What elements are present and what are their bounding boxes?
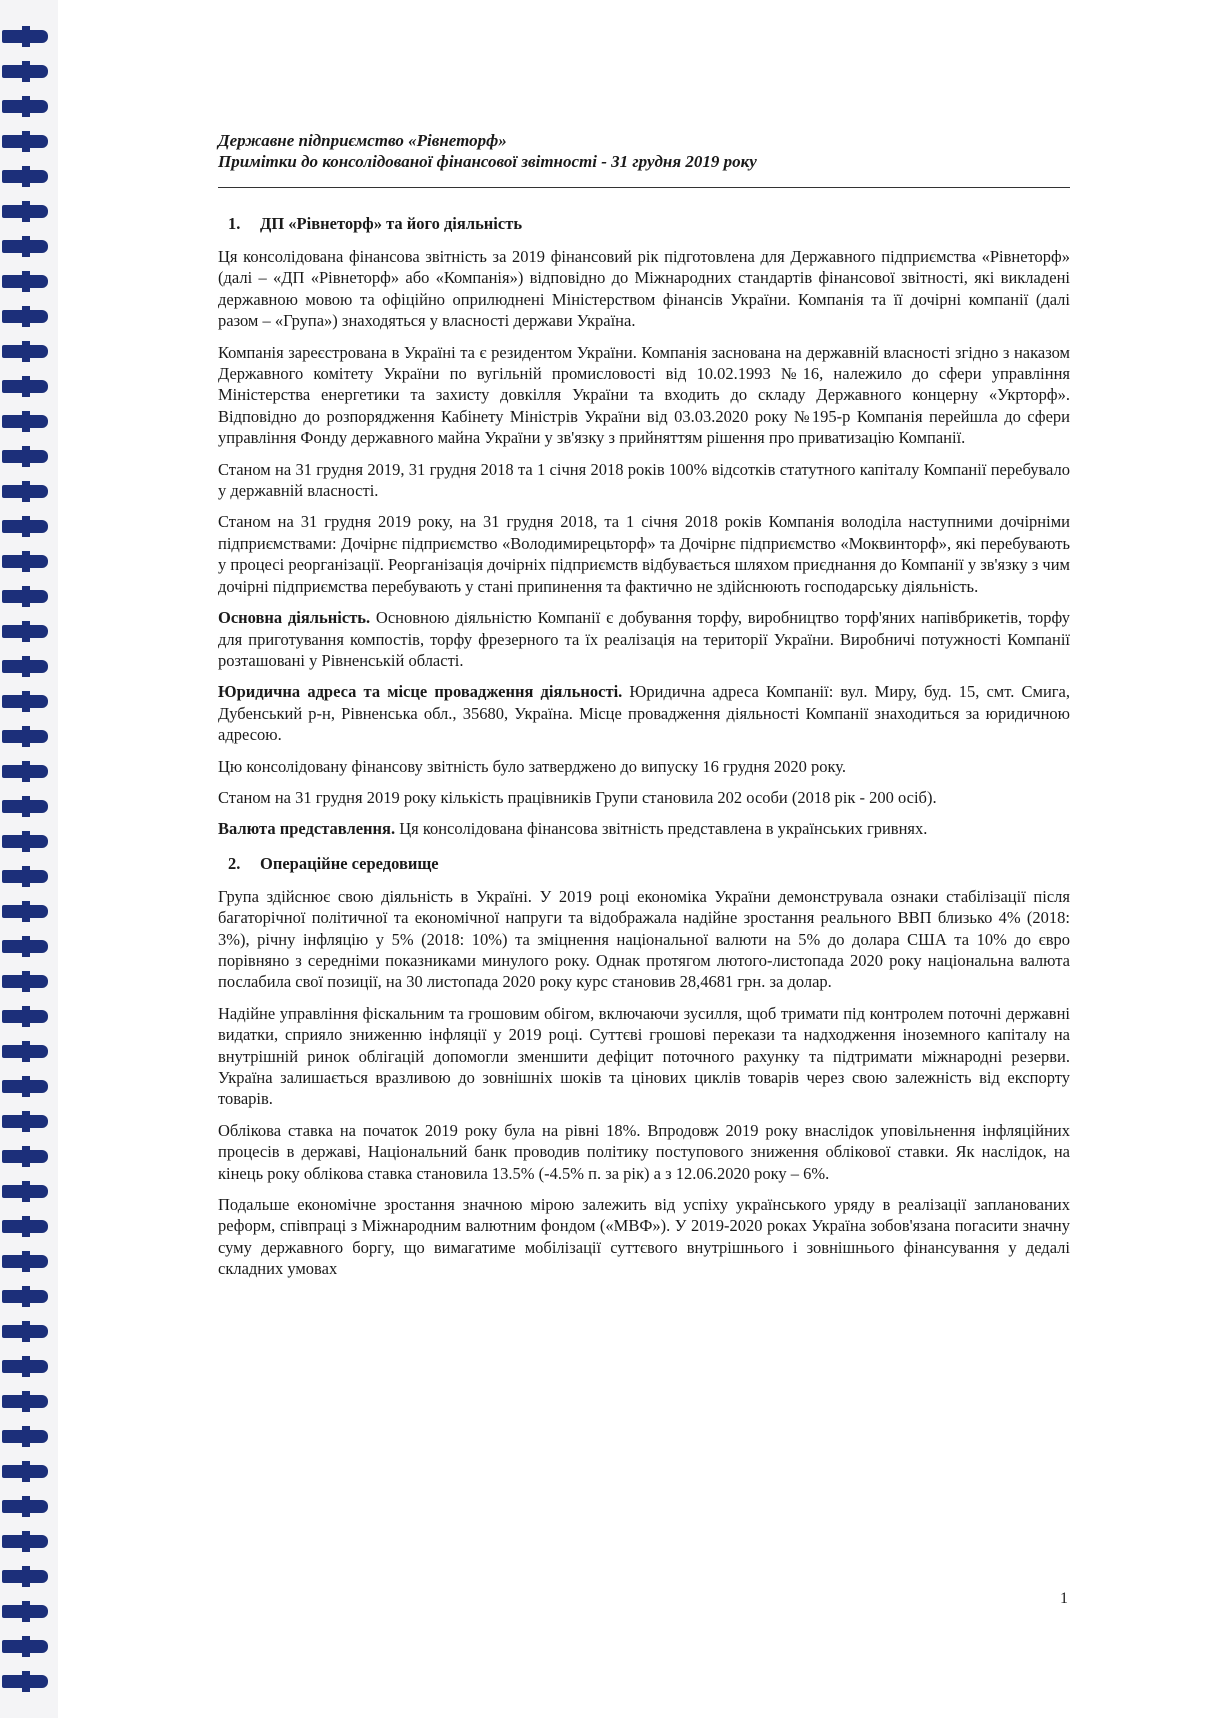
paragraph-text: Юридична адреса Компанії: вул. Миру, буд. 15, смт. Смига, Дубенський р-н, Рівненська обл., 35680, Україна. Місце провадження діяльності Компанії знаходиться за юридичною адресою. [218, 682, 1070, 745]
section-1-heading [228, 214, 1070, 234]
binding-ring [2, 170, 48, 183]
paragraph [218, 681, 1070, 745]
binding-ring [2, 345, 48, 358]
binding-ring [2, 65, 48, 78]
binding-ring [2, 660, 48, 673]
paragraph-lead: Основна діяльність. [218, 608, 371, 628]
binding-ring [2, 135, 48, 148]
binding-ring [2, 1255, 48, 1268]
binding-ring [2, 905, 48, 918]
binding-ring [2, 100, 48, 113]
binding-ring [2, 1605, 48, 1618]
document-page [218, 130, 1070, 1290]
paragraph [218, 607, 1070, 671]
paragraph [218, 818, 1070, 839]
binding-ring [2, 1150, 48, 1163]
paragraph: Цю консолідовану фінансову звітність було затверджено до випуску 16 грудня 2020 року. [218, 756, 847, 776]
binding-ring [2, 520, 48, 533]
binding-ring [2, 1045, 48, 1058]
binding-ring [2, 625, 48, 638]
binding-ring [2, 1465, 48, 1478]
header-title: Примітки до консолідованої фінансової звітності - 31 грудня 2019 року [218, 152, 757, 171]
binding-ring [2, 975, 48, 988]
binding-ring [2, 800, 48, 813]
header-rule [218, 187, 1070, 188]
binding-ring [2, 240, 48, 253]
page-number: 1 [1060, 1590, 1068, 1607]
binding-ring [2, 730, 48, 743]
paragraph: Надійне управління фіскальним та грошовим обігом, включаючи зусилля, щоб тримати під контролем поточні державні видатки, сприяло зниженню інфляції у 2019 році. Суттєві грошові перекази та надходження іноземного капіталу на внутрішній ринок облігацій допомогли зменшити дефіцит поточного рахунку та підтримати міжнародні резерви. Україна залишається вразливою до зовнішніх шоків та цінових циклів товарів через свою залежність від експорту товарів. [218, 1003, 1070, 1109]
binding-ring [2, 1640, 48, 1653]
paragraph: Подальше економічне зростання значною мірою залежить від успіху українського уряду в реалізації запланованих реформ, співпраці з Міжнародним валютним фондом («МВФ»). У 2019-2020 роках Україна зобов'язана погасити значну суму державного боргу, що вимагатиме мобілізації суттєвого внутрішнього і зовнішнього фінансування у дедалі складних умовах [218, 1195, 1070, 1279]
paragraph: Станом на 31 грудня 2019, 31 грудня 2018 та 1 січня 2018 років 100% відсотків статутного капіталу Компанії перебувало у державній власності. [218, 459, 1070, 501]
paragraph-lead: Валюта представлення. [218, 819, 396, 839]
paragraph: Станом на 31 грудня 2019 року кількість працівників Групи становила 202 особи (2018 рік - 200 осіб). [218, 787, 937, 807]
binding-ring [2, 1080, 48, 1093]
paragraph: Компанія зареєстрована в Україні та є резидентом України. Компанія заснована на державній власності згідно з наказом Державного комітету України по вугільній промисловості від 10.02.1993 №16, належило до сфери управління Міністерства енергетики та захисту довкілля України та входить до складу Державного концерну «Укрторф». Відповідно до розпорядження Кабінету Міністрів України від 03.03.2020 року №195-р Компанія перейшла до сфери управління Фонду державного майна України у зв'язку з прийняттям рішення про приватизацію Компанії. [218, 342, 1070, 448]
binding-ring [2, 835, 48, 848]
binding-ring [2, 380, 48, 393]
binding-ring [2, 1290, 48, 1303]
section-2-title: Операційне середовище [260, 853, 439, 873]
binding-ring [2, 415, 48, 428]
binding-ring [2, 1360, 48, 1373]
binding-ring [2, 30, 48, 43]
binding-ring [2, 485, 48, 498]
binding-ring [2, 870, 48, 883]
paragraph: Група здійснює свою діяльність в Україні. У 2019 році економіка України демонструвала ознаки стабілізації після багаторічної політичної та економічної напруги та відображала надійне зростання реального ВВП близько 4% (2018: 3%), річну інфляцію у 5% (2018: 10%) та зміцнення національної валюти на 5% до долара США та 10% до євро порівняно з середніми показниками минулого року. Однак протягом лютого-листопада 2020 року національна валюта послабила свої позиції, на 30 листопада 2020 року курс становив 28,4681 грн. за долар. [218, 886, 1070, 992]
header-company: Державне підприємство «Рівнеторф» [218, 131, 507, 150]
paragraph-text: Ця консолідована фінансова звітність представлена в українських гривнях. [395, 819, 928, 839]
binding-ring [2, 555, 48, 568]
binding-ring [2, 1395, 48, 1408]
binding-ring [2, 1220, 48, 1233]
paragraph: Ця консолідована фінансова звітність за 2019 фінансовий рік підготовлена для Державного підприємства «Рівнеторф» (далі – «ДП «Рівнеторф» або «Компанія») відповідно до Міжнародних стандартів фінансової звітності, які викладені державною мовою та офіційно оприлюднені Міністерством фінансів України. Компанія та її дочірні компанії (далі разом – «Група») знаходяться у власності держави Україна. [218, 247, 1070, 331]
paragraph-lead: Юридична адреса та місце провадження діяльності. [218, 682, 623, 702]
binding-ring [2, 1010, 48, 1023]
binding-ring [2, 275, 48, 288]
binding-ring [2, 590, 48, 603]
binding-ring [2, 205, 48, 218]
paragraph: Облікова ставка на початок 2019 року була на рівні 18%. Впродовж 2019 року внаслідок уповільнення інфляційних процесів в державі, Національний банк проводив політику поступового зниження облікової ставки. Як наслідок, на кінець року облікова ставка становила 13.5% (-4.5% п. за рік) а з 12.06.2020 року – 6%. [218, 1120, 1070, 1183]
binding-ring [2, 1115, 48, 1128]
section-1-title: ДП «Рівнеторф» та його діяльність [260, 214, 523, 233]
binding-ring [2, 450, 48, 463]
paragraph: Станом на 31 грудня 2019 року, на 31 грудня 2018, та 1 січня 2018 років Компанія володіла наступними дочірніми підприємствами: Дочірнє підприємство «Володимирецьторф» та Дочірнє підприємство «Моквинторф», які перебувають у процесі реорганізації. Реорганізація дочірніх підприємств відбувається шляхом приєднання до Компанії у зв'язку з чим дочірні підприємства перебувають у стані припинення та фактично не здійснюють господарську діяльність. [218, 512, 1070, 596]
document-header [218, 130, 1070, 172]
section-2-number: 2. [228, 853, 241, 873]
binding-ring [2, 1535, 48, 1548]
binding-ring [2, 940, 48, 953]
paragraph-text: Основною діяльністю Компанії є добування торфу, виробництво торф'яних напівбрикетів, торфу для приготування компостів, торфу фрезерного та їх реалізація на території України. Виробничі потужності Компанії розташовані у Рівненській області. [218, 608, 1070, 670]
binding-ring [2, 1500, 48, 1513]
binding-ring [2, 1325, 48, 1338]
binding-ring [2, 765, 48, 778]
binding-ring [2, 1430, 48, 1443]
section-1-number: 1. [228, 214, 241, 233]
binding-ring [2, 1675, 48, 1688]
section-2-heading [228, 854, 1070, 874]
binding-ring [2, 1185, 48, 1198]
spiral-binding [0, 0, 58, 1718]
binding-ring [2, 310, 48, 323]
binding-ring [2, 695, 48, 708]
binding-ring [2, 1570, 48, 1583]
